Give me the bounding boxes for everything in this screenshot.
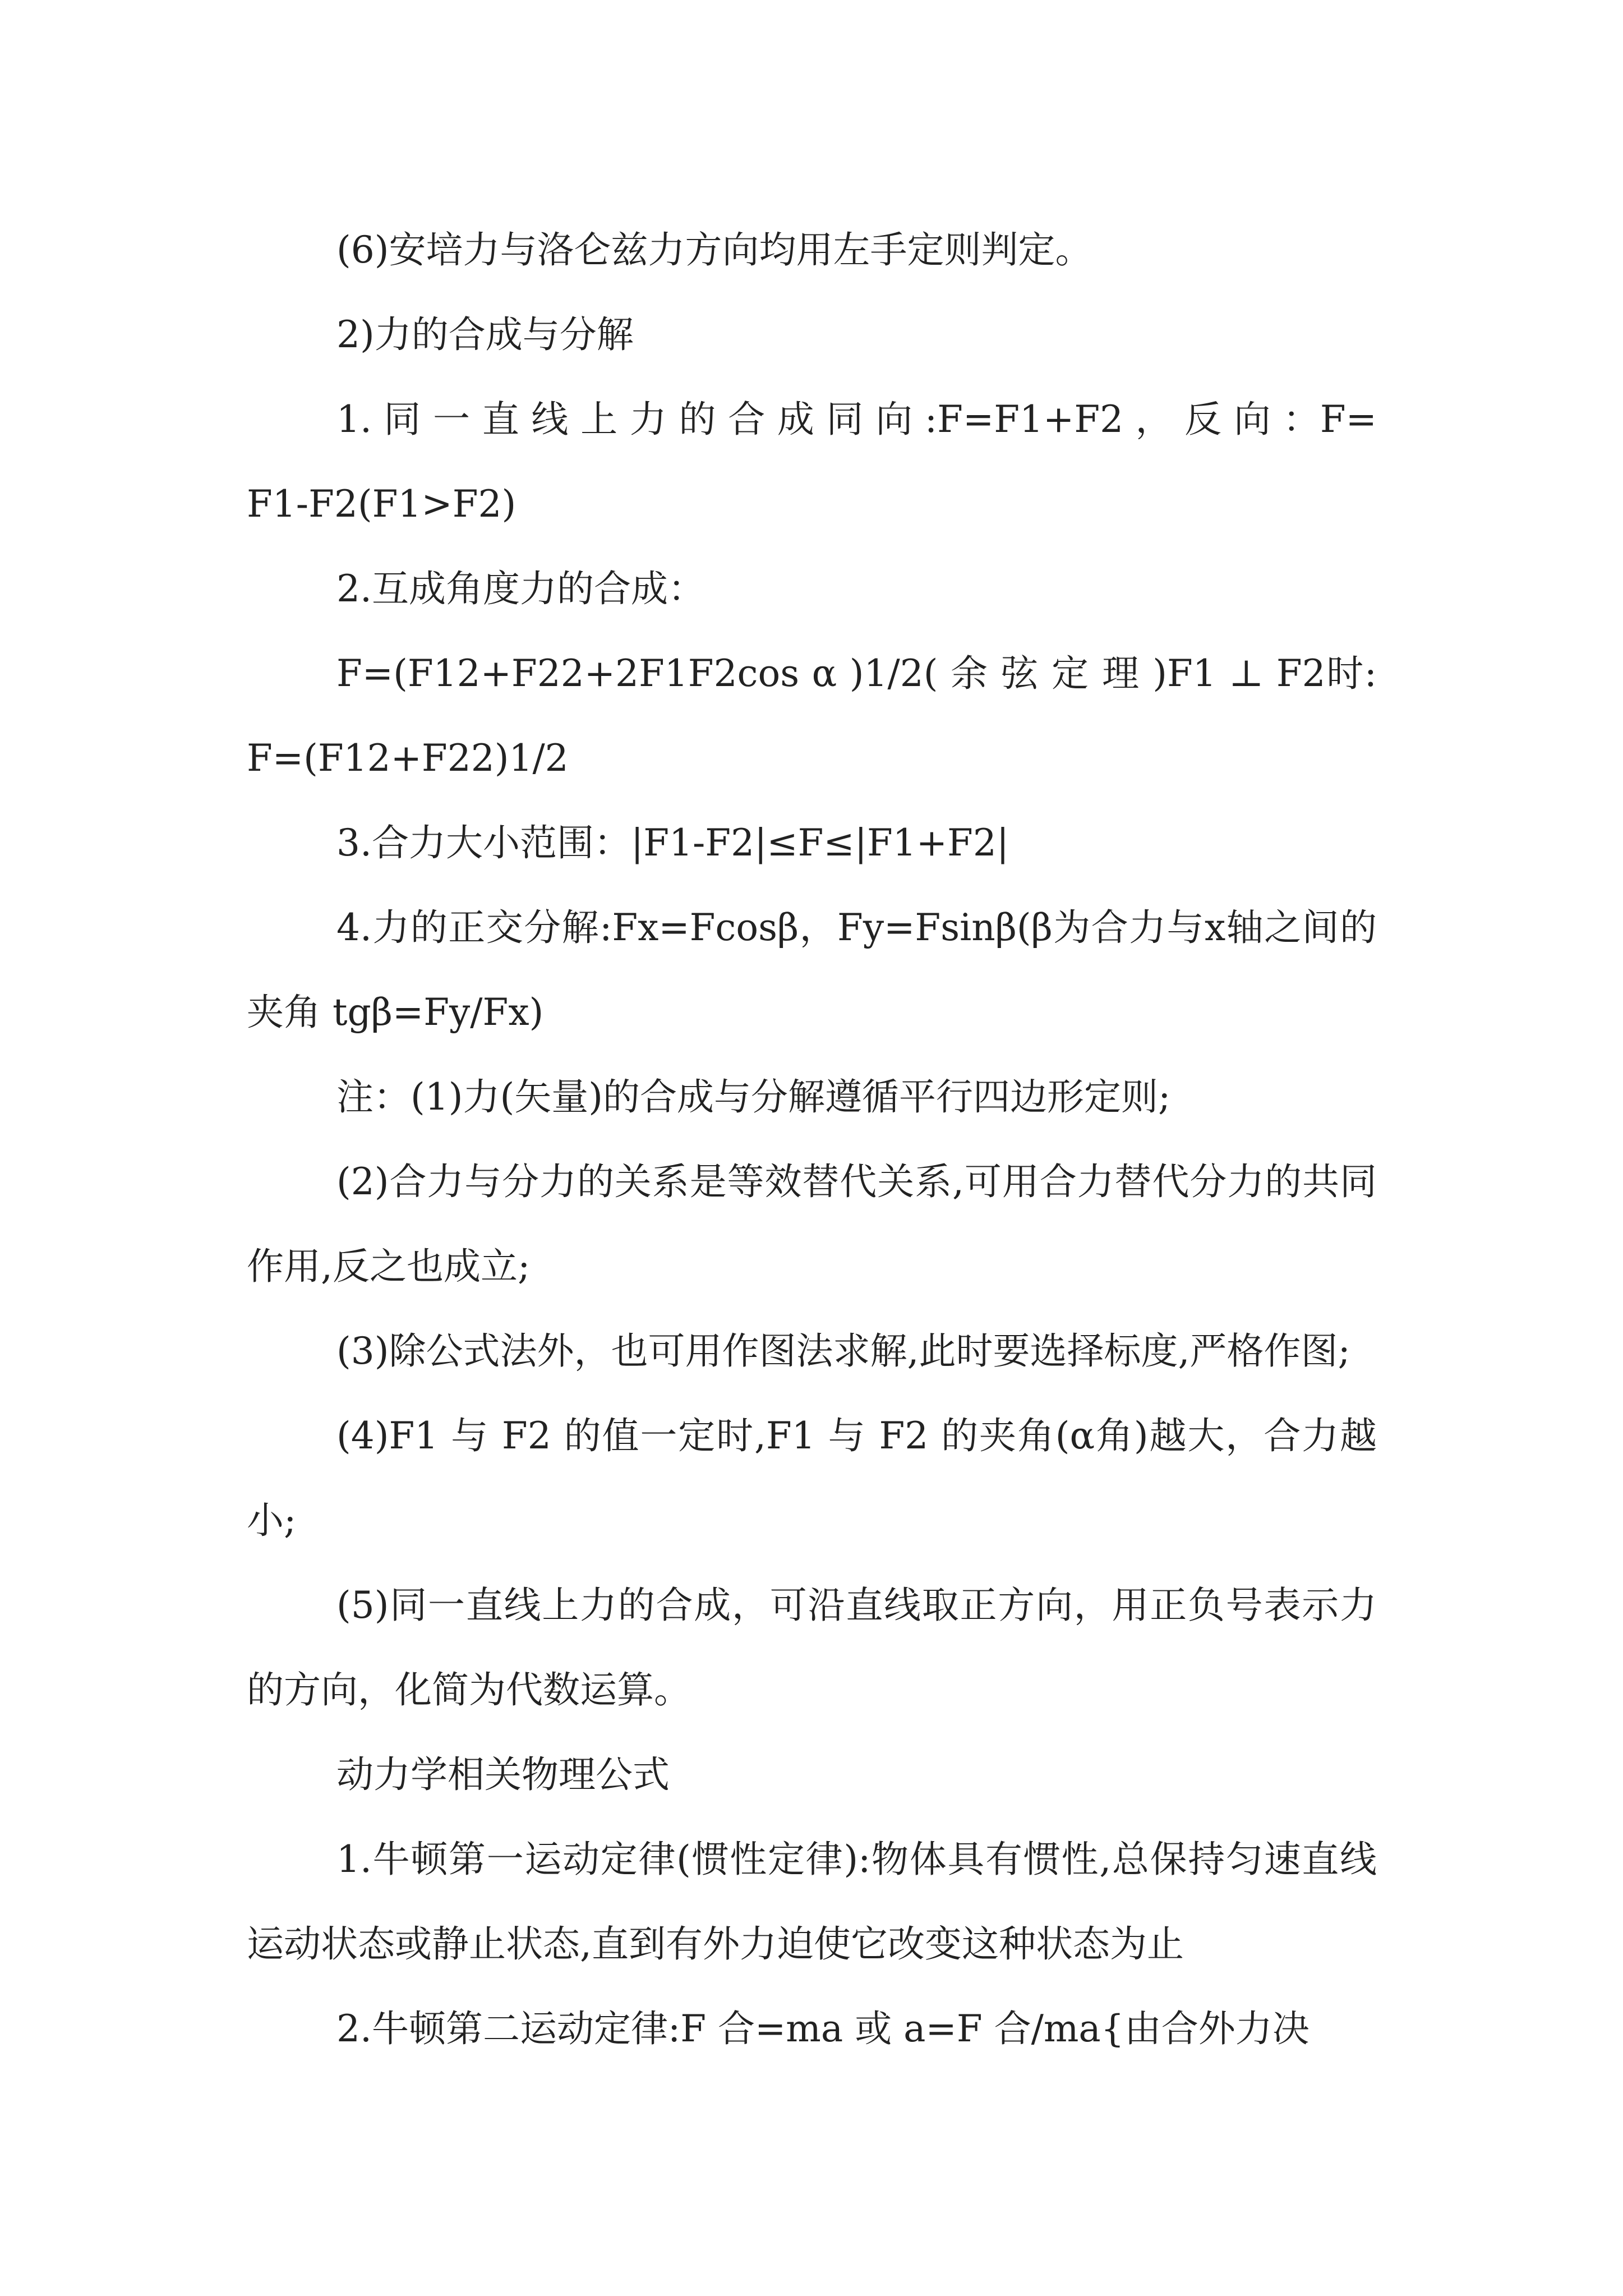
note-graphical-method: (3)除公式法外，也可用作图法求解,此时要选择标度,严格作图; [336, 1329, 1350, 1373]
paragraph-orthogonal-decomposition: 4.力的正交分解:Fx=Fcosβ，Fy=Fsinβ(β为合力与x轴之间的夹角 tgβ=Fy/Fx) [247, 906, 1377, 1034]
section-heading-dynamics: 动力学相关物理公式 [336, 1753, 670, 1796]
paragraph-ampere-lorentz-rule: (6)安培力与洛仑兹力方向均用左手定则判定。 [336, 228, 1092, 272]
paragraph-cosine-law-formula: F=(F12+F22+2F1F2cos α )1/2( 余 弦 定 理 )F1 ⊥ F2时:F=(F12+F22)1/2 [247, 652, 1377, 780]
paragraph-resultant-range: 3.合力大小范围：|F1-F2|≤F≤|F1+F2| [336, 821, 1009, 864]
paragraph-newton-second-law: 2.牛顿第二运动定律:F 合=ma 或 a=F 合/ma{由合外力决 [336, 2007, 1310, 2050]
note-equivalent-substitution: (2)合力与分力的关系是等效替代关系,可用合力替代分力的共同作用,反之也成立; [247, 1160, 1377, 1288]
note-collinear-algebra: (5)同一直线上力的合成，可沿直线取正方向，用正负号表示力的方向，化简为代数运算。 [247, 1584, 1377, 1711]
section-heading-force-composition: 2)力的合成与分解 [336, 313, 634, 356]
note-parallelogram-rule: 注：(1)力(矢量)的合成与分解遵循平行四边形定则; [336, 1075, 1171, 1119]
paragraph-collinear-composition: 1. 同 一 直 线 上 力 的 合 成 同 向 :F=F1+F2 ， 反 向 ：F=F1-F2(F1>F2) [247, 398, 1377, 526]
document-body [247, 208, 1377, 2071]
paragraph-angled-composition-heading: 2.互成角度力的合成： [336, 567, 705, 610]
paragraph-newton-first-law: 1.牛顿第一运动定律(惯性定律):物体具有惯性,总保持匀速直线运动状态或静止状态,直到有外力迫使它改变这种状态为止 [247, 1838, 1377, 1966]
note-angle-effect: (4)F1 与 F2 的值一定时,F1 与 F2 的夹角(α角)越大，合力越小; [247, 1414, 1377, 1542]
